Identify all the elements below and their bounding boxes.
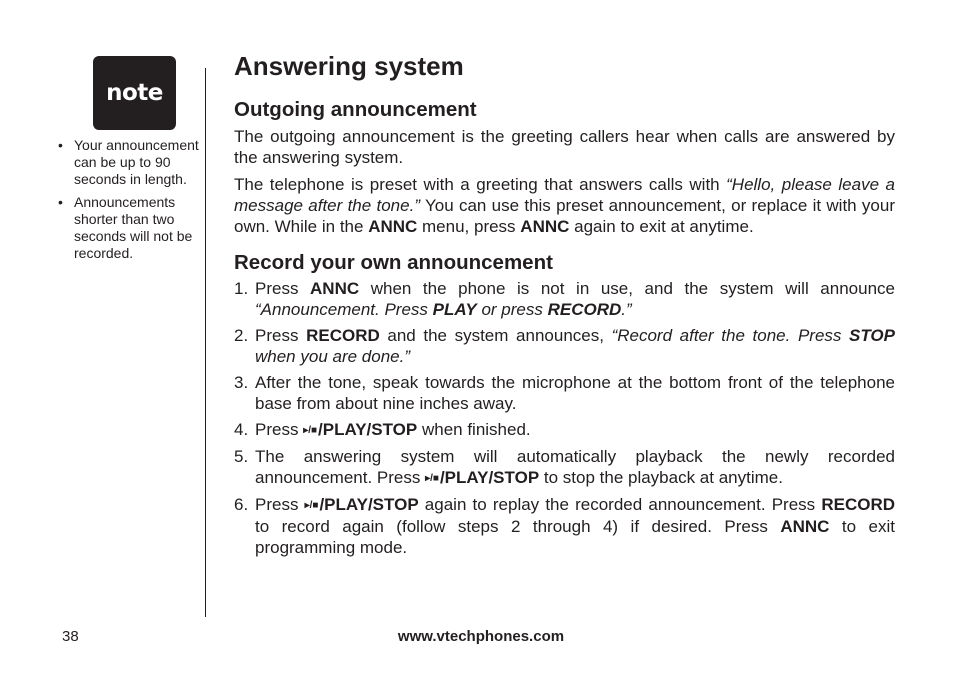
paragraph: The telephone is preset with a greeting that answers calls with “Hello, please leave a message after the tone.” You can use this preset announcement, or replace it with your own. While in the ANNC menu, press ANNC again to exit at anytime.	[234, 175, 895, 236]
column-divider	[205, 68, 206, 617]
footer-url: www.vtechphones.com	[397, 628, 565, 645]
note-badge	[93, 56, 176, 130]
step-item: 1. Press ANNC when the phone is not in use, and the system will announce “Announcement. Press PLAY or press RECORD.”	[234, 279, 895, 319]
list-item: • Your announcement can be up to 90 seconds in length.	[58, 137, 199, 187]
step-item: 6. Press ▸/■/PLAY/STOP again to replay the recorded announcement. Press RECORD to record again (follow steps 2 through 4) if desired. Press ANNC to exit programming mode.	[234, 495, 895, 557]
step-item: 4. Press ▸/■/PLAY/STOP when finished.	[234, 420, 531, 439]
bullet-icon: •	[58, 137, 63, 153]
play-stop-icon: ▸/■	[303, 425, 318, 436]
step-item: 5. The answering system will automatically playback the newly recorded announcement. Press ▸/■/PLAY/STOP to stop the playback at anytime.	[234, 447, 895, 487]
page-number: 38	[62, 628, 79, 645]
bullet-icon: •	[58, 194, 63, 210]
step-item: 2. Press RECORD and the system announces, “Record after the tone. Press STOP when you are done.”	[234, 326, 895, 366]
section-heading-record: Record your own announcement	[234, 251, 553, 274]
paragraph: The outgoing announcement is the greeting callers hear when calls are answered by the answering system.	[234, 127, 895, 167]
page-title: Answering system	[234, 51, 464, 81]
step-item: 3. After the tone, speak towards the microphone at the bottom front of the telephone base from about nine inches away.	[234, 373, 895, 413]
play-stop-icon: ▸/■	[304, 500, 319, 511]
steps-list	[234, 278, 895, 558]
main-content	[234, 50, 895, 563]
note-badge-label: note	[106, 80, 163, 106]
list-item: • Announcements shorter than two seconds will not be recorded.	[58, 194, 193, 261]
section-heading-outgoing: Outgoing announcement	[234, 98, 477, 121]
play-stop-icon: ▸/■	[425, 473, 439, 484]
sidebar-notes	[56, 137, 204, 268]
